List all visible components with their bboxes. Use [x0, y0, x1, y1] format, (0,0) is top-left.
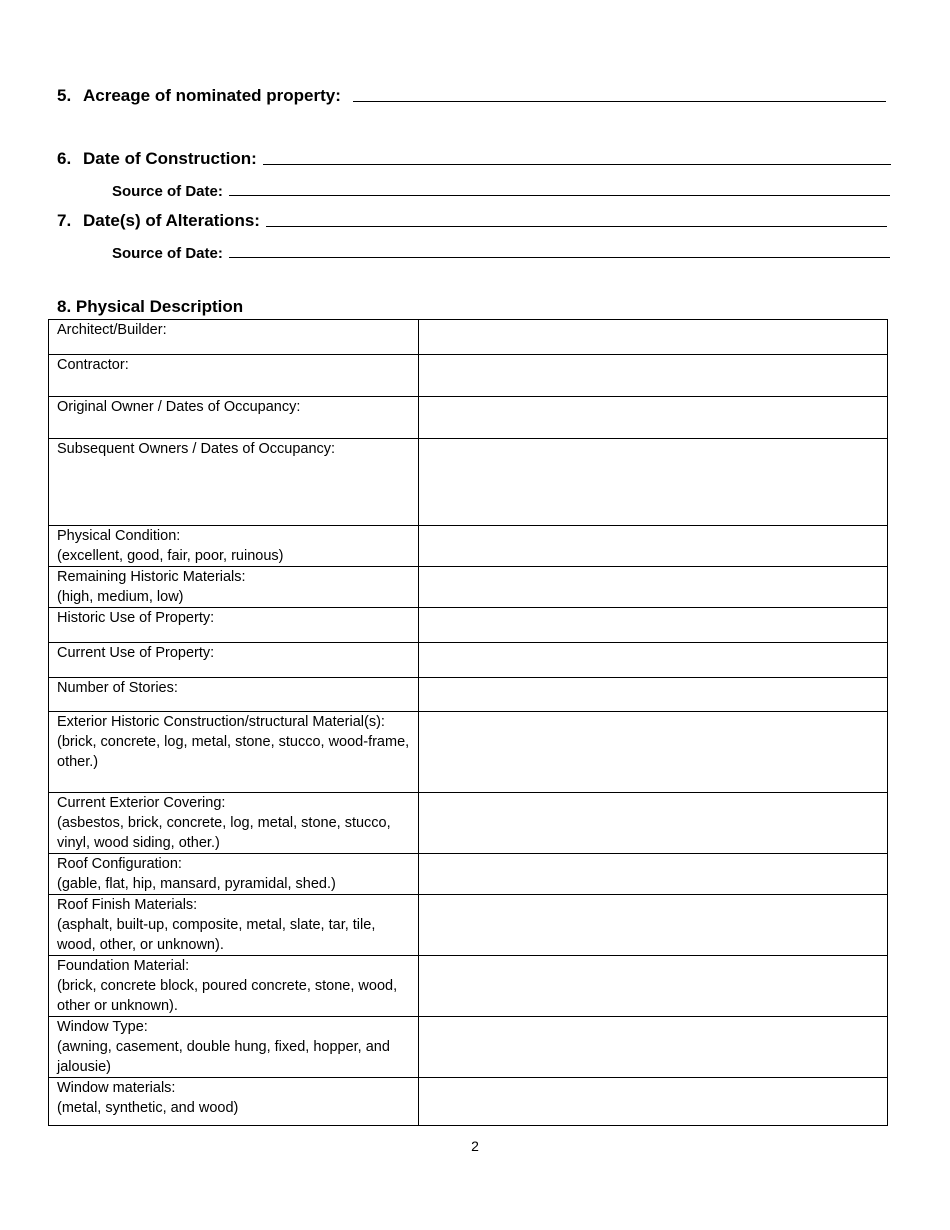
row-label: Current Use of Property:: [57, 645, 215, 661]
description-label-cell: [49, 1017, 419, 1078]
alterations-source-field: [112, 245, 890, 262]
row-hint: (asphalt, built-up, composite, metal, slate, tar, tile, wood, other, or unknown).: [57, 917, 376, 953]
row-label: Original Owner / Dates of Occupancy:: [57, 399, 301, 415]
row-label: Architect/Builder:: [57, 322, 167, 338]
description-label-cell: [49, 793, 419, 854]
description-row: [49, 526, 888, 567]
row-label: Roof Finish Materials:: [57, 897, 198, 913]
row-label: Window Type:: [57, 1019, 148, 1035]
row-hint: (excellent, good, fair, poor, ruinous): [57, 548, 284, 564]
description-value-cell[interactable]: [419, 526, 888, 567]
alterations-label: Date(s) of Alterations:: [83, 211, 260, 230]
row-label: Remaining Historic Materials:: [57, 569, 246, 585]
description-row: [49, 956, 888, 1017]
description-value-cell[interactable]: [419, 397, 888, 439]
row-hint: (metal, synthetic, and wood): [57, 1100, 239, 1116]
description-label-cell: [49, 854, 419, 895]
row-label: Exterior Historic Construction/structural Material(s):: [57, 714, 385, 730]
description-value-cell[interactable]: [419, 854, 888, 895]
description-value-cell[interactable]: [419, 678, 888, 712]
description-label-cell: [49, 320, 419, 355]
physical-description-table: [48, 319, 888, 1126]
alterations-number: 7.: [57, 211, 72, 230]
description-row: [49, 1078, 888, 1126]
description-label-cell: [49, 439, 419, 526]
description-label-cell: [49, 1078, 419, 1126]
description-label-cell: [49, 567, 419, 608]
description-label-cell: [49, 678, 419, 712]
row-label: Physical Condition:: [57, 528, 181, 544]
row-label: Number of Stories:: [57, 680, 178, 696]
description-row: [49, 355, 888, 397]
description-row: [49, 397, 888, 439]
row-hint: (awning, casement, double hung, fixed, hopper, and jalousie): [57, 1039, 390, 1075]
row-hint: (brick, concrete block, poured concrete, stone, wood, other or unknown).: [57, 978, 398, 1014]
description-row: [49, 678, 888, 712]
row-hint: (brick, concrete, log, metal, stone, stucco, wood-frame, other.): [57, 734, 410, 770]
row-label: Roof Configuration:: [57, 856, 182, 872]
construction-source-label: Source of Date:: [112, 183, 223, 200]
description-value-cell[interactable]: [419, 643, 888, 678]
row-label: Contractor:: [57, 357, 129, 373]
description-value-cell[interactable]: [419, 895, 888, 956]
physical-description-title: 8. Physical Description: [57, 297, 244, 316]
row-label: Current Exterior Covering:: [57, 795, 226, 811]
row-label: Subsequent Owners / Dates of Occupancy:: [57, 441, 336, 457]
description-label-cell: [49, 956, 419, 1017]
description-row: [49, 895, 888, 956]
description-row: [49, 854, 888, 895]
description-value-cell[interactable]: [419, 1078, 888, 1126]
description-label-cell: [49, 608, 419, 643]
row-label: Foundation Material:: [57, 958, 190, 974]
description-row: [49, 608, 888, 643]
description-label-cell: [49, 895, 419, 956]
alterations-date-input-line[interactable]: [266, 225, 887, 227]
description-row: [49, 643, 888, 678]
page-number: 2: [471, 1138, 479, 1154]
description-row: [49, 567, 888, 608]
acreage-label: Acreage of nominated property:: [83, 86, 341, 105]
row-hint: (asbestos, brick, concrete, log, metal, stone, stucco, vinyl, wood siding, other.): [57, 815, 391, 851]
description-row: [49, 439, 888, 526]
acreage-field: [57, 86, 886, 106]
row-label: Window materials:: [57, 1080, 176, 1096]
description-value-cell[interactable]: [419, 712, 888, 793]
row-hint: (high, medium, low): [57, 589, 184, 605]
description-row: [49, 712, 888, 793]
description-value-cell[interactable]: [419, 439, 888, 526]
acreage-number: 5.: [57, 86, 72, 105]
construction-date-field: [57, 149, 891, 169]
description-value-cell[interactable]: [419, 793, 888, 854]
description-label-cell: [49, 397, 419, 439]
description-value-cell[interactable]: [419, 567, 888, 608]
construction-source-field: [112, 183, 890, 200]
description-value-cell[interactable]: [419, 320, 888, 355]
row-hint: (gable, flat, hip, mansard, pyramidal, shed.): [57, 876, 336, 892]
description-value-cell[interactable]: [419, 1017, 888, 1078]
alterations-source-input-line[interactable]: [229, 256, 890, 258]
description-label-cell: [49, 643, 419, 678]
construction-source-input-line[interactable]: [229, 194, 890, 196]
construction-date-input-line[interactable]: [263, 163, 891, 165]
description-label-cell: [49, 355, 419, 397]
row-label: Historic Use of Property:: [57, 610, 215, 626]
description-label-cell: [49, 712, 419, 793]
description-value-cell[interactable]: [419, 608, 888, 643]
construction-label: Date of Construction:: [83, 149, 257, 168]
alterations-source-label: Source of Date:: [112, 245, 223, 262]
description-value-cell[interactable]: [419, 355, 888, 397]
description-row: [49, 1017, 888, 1078]
description-row: [49, 320, 888, 355]
description-value-cell[interactable]: [419, 956, 888, 1017]
alterations-date-field: [57, 211, 887, 231]
description-label-cell: [49, 526, 419, 567]
construction-number: 6.: [57, 149, 72, 168]
acreage-input-line[interactable]: [353, 100, 886, 102]
description-row: [49, 793, 888, 854]
